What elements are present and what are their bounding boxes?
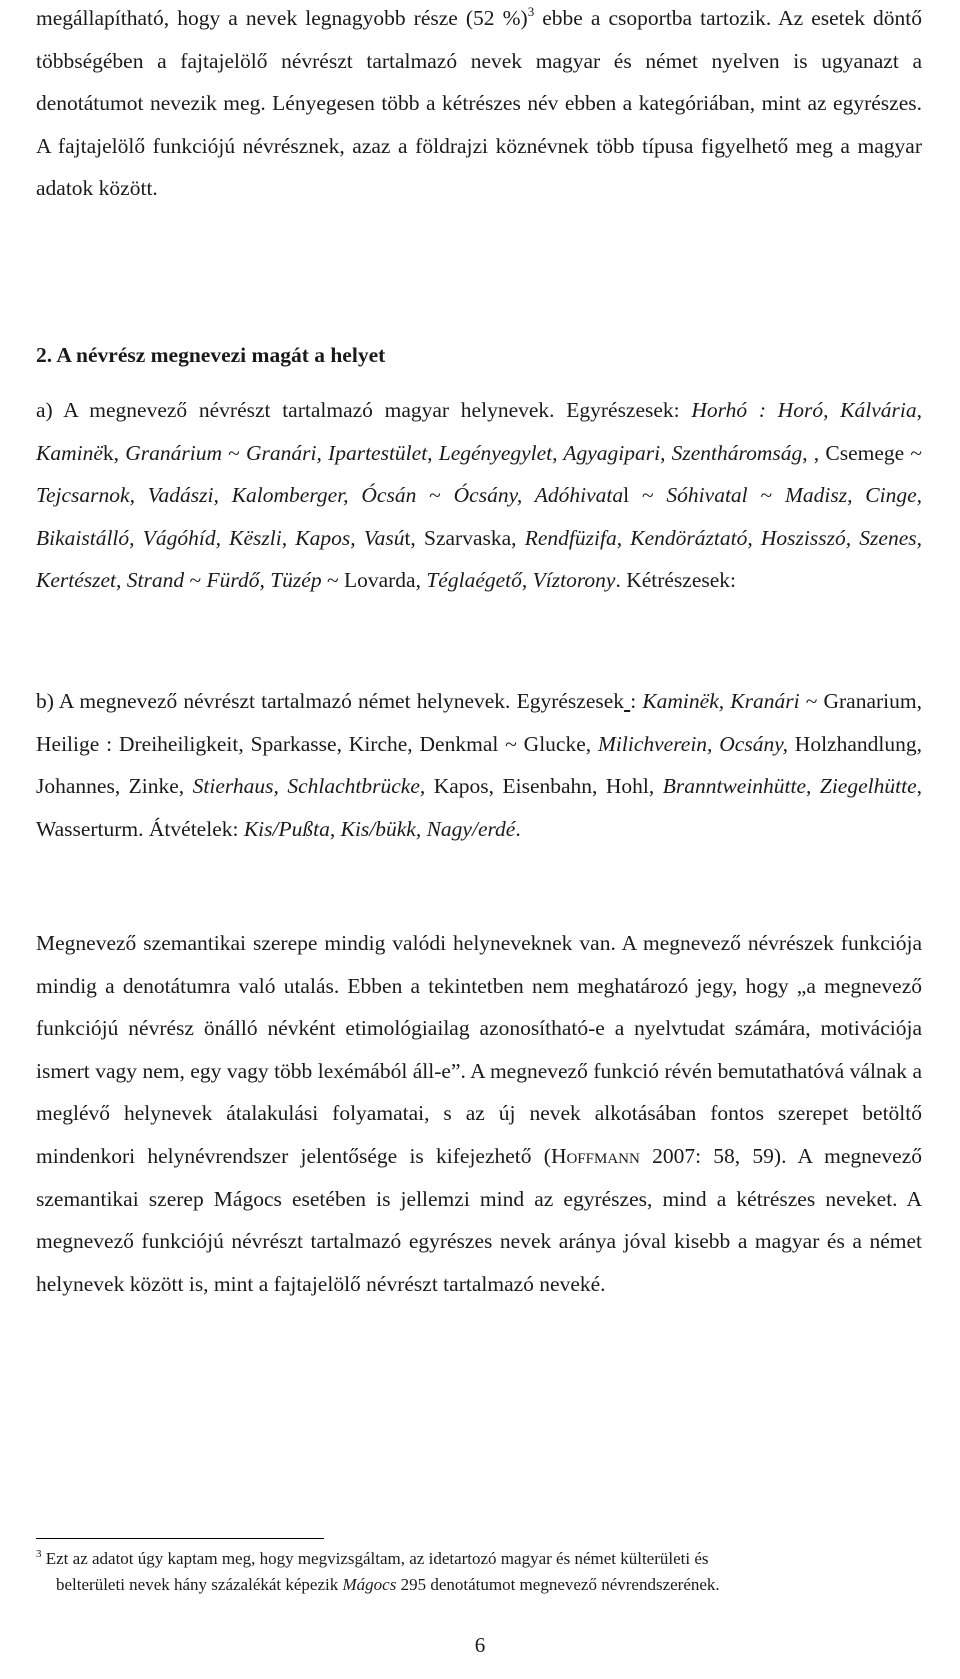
hungarian-names-paragraph: a) A megnevező névrészt tartalmazó magyar helynevek. Egyrészesek: Horhó : Horó, Kálvária, Kaminëk, Granárium ~ Granári, Ipartestület, Legényegylet, Agyagipari, Szentháromság, , Csemege ~ Tejcsarnok, Vadászi, Kalomberger, Ócsán ~ Ócsány, Adóhivatal ~ Sóhivatal ~ Madisz, Cinge, Bikaistálló, Vágóhíd, Këszli, Kapos, Vasút, Szarvaska, Rendfüzifa, Kendöráztató, Hoszisszó, Szenes, Kertészet, Strand ~ Fürdő, Tüzép ~ Lovarda, Téglaégető, Víztorony. Kétrészesek:	[36, 398, 923, 593]
intro-paragraph: megállapítható, hogy a nevek legnagyobb része (52 %)$^3$ ebbe a csoportba tartozik. Az esetek döntő többségében a fajtajelölő névrészt tartalmazó nevek magyar és német nyelven is ugyanazt a denotátumot nevezik meg. Lényegesen több a kétrészes név ebben a kategóriában, mint az egyrészes. A fajtajelölő funkciójú névrésznek, azaz a földrajzi köznévnek több típusa figyelhető meg a magyar adatok között.	[36, 4, 922, 201]
footnote-mark: 3	[36, 1548, 42, 1560]
semantic-role-paragraph: Megnevező szemantikai szerepe mindig valódi helyneveknek van. A megnevező névrészek funkciója mindig a denotátumra való utalás. Ebben a tekintetben nem meghatározó jegy, hogy „a megnevező funkciójú névrész önálló névként etimológiailag azonosítható-e a nyelvtudat számára, motivációja ismert vagy nem, egy vagy több lexémából áll-e”. A megnevező funkció révén bemutathatóvá válnak a meglévő helynevek átalakulási folyamatai, s az új nevek alkotásában fontos szerepet betöltő mindenkori helynévrendszer jelentősége is kifejezhető (Hoffmann 2007: 58, 59). A megnevező szemantikai szerep Mágocs esetében is jellemzi mind az egyrészes, mind a kétrészes neveket. A megnevező funkciójú névrészt tartalmazó egyrészes nevek aránya jóval kisebb a magyar és a német helynevek között is, mint a fajtajelölő névrészt tartalmazó neveké.	[36, 931, 922, 1296]
page-number: 6	[474, 1633, 486, 1657]
footnote: $^3$ Ezt az adatot úgy kaptam meg, hogy megvizsgáltam, az idetartozó magyar és német külterületi és belterületi nevek hány százalékát képezik Mágocs 295 denotátumot megnevező névrendszerének.	[36, 1548, 720, 1594]
german-names-paragraph: b) A megnevező névrészt tartalmazó német helynevek. Egyrészesek : Kaminëk, Kranári ~ Granarium, Heilige : Dreiheiligkeit, Sparkasse, Kirche, Denkmal ~ Glucke, Milichverein, Ocsány, Holzhandlung, Johannes, Zinke, Stierhaus, Schlachtbrücke, Kapos, Eisenbahn, Hohl, Branntweinhütte, Ziegelhütte, Wasserturm. Átvételek: Kis/Pußta, Kis/bükk, Nagy/erdé.	[36, 689, 922, 841]
author-name: Hoffmann	[550, 1143, 640, 1168]
footnote-reference[interactable]: 3	[527, 4, 535, 19]
footnote-separator	[36, 1538, 324, 1539]
section-heading: 2. A névrész megnevezi magát a helyet	[36, 343, 386, 367]
